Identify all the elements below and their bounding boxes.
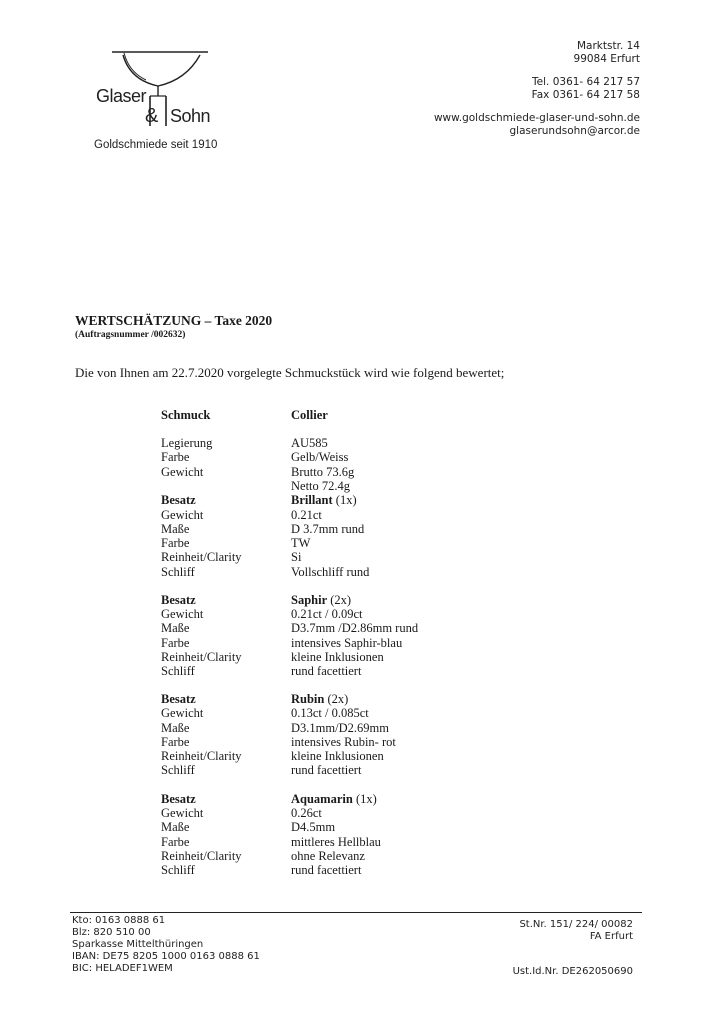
logo-wordmark-sohn: Sohn xyxy=(170,106,211,126)
stone-row-label: Reinheit/Clarity xyxy=(161,849,242,863)
stone-row-label: Maße xyxy=(161,820,190,834)
stone-row-label: Farbe xyxy=(161,835,190,849)
email-link[interactable]: glaserundsohn@arcor.de xyxy=(509,125,640,137)
bank-name: Sparkasse Mittelthüringen xyxy=(72,939,204,950)
item-row-value: Brutto 73.6g xyxy=(291,465,355,479)
stone-name: Brillant xyxy=(291,493,333,507)
item-header-value: Collier xyxy=(291,408,328,422)
logo-wordmark-glaser: Glaser xyxy=(96,86,147,106)
order-number: (Auftragsnummer /002632) xyxy=(75,330,186,340)
stone-name: Saphir xyxy=(291,593,328,607)
street: Marktstr. 14 xyxy=(577,40,640,52)
phone-block xyxy=(532,76,640,102)
footer-divider xyxy=(70,912,642,913)
tax-number: St.Nr. 151/ 224/ 00082 xyxy=(519,919,633,930)
stone-row-label: Farbe xyxy=(161,636,190,650)
stone-row-label: Schliff xyxy=(161,565,195,579)
vat-id: Ust.Id.Nr. DE262050690 xyxy=(512,966,633,977)
city: 99084 Erfurt xyxy=(573,53,640,65)
document-title: WERTSCHÄTZUNG – Taxe 2020 xyxy=(75,313,273,328)
stone-row-label: Gewicht xyxy=(161,806,204,820)
stone-row-label: Gewicht xyxy=(161,706,204,720)
account-number: Kto: 0163 0888 61 xyxy=(72,915,166,926)
stone-row-value: ohne Relevanz xyxy=(291,849,365,863)
stone-row-value: D 3.7mm rund xyxy=(291,522,365,536)
item-row-label: Farbe xyxy=(161,450,190,464)
stone-row-label: Farbe xyxy=(161,536,190,550)
stone-row-label: Schliff xyxy=(161,763,195,777)
stone-row-value: D4.5mm xyxy=(291,820,336,834)
stone-row-label: Gewicht xyxy=(161,508,204,522)
item-row-value: AU585 xyxy=(291,436,328,450)
stone-name: Rubin xyxy=(291,692,325,706)
intro-text: Die von Ihnen am 22.7.2020 vorgelegte Schmuckstück wird wie folgend bewertet; xyxy=(75,365,505,380)
stone-count: (2x) xyxy=(330,593,352,607)
stone-section-label: Besatz xyxy=(161,493,196,507)
stone-row-label: Schliff xyxy=(161,863,195,877)
item-row-label: Legierung xyxy=(161,436,213,450)
item-row-value: Netto 72.4g xyxy=(291,479,351,493)
address-block xyxy=(574,40,640,66)
stone-row-label: Schliff xyxy=(161,664,195,678)
stone-row-label: Gewicht xyxy=(161,607,204,621)
item-row-value: Gelb/Weiss xyxy=(291,450,349,464)
stone-row-value: 0.26ct xyxy=(291,806,322,820)
bic: BIC: HELADEF1WEM xyxy=(72,963,173,974)
stone-row-label: Maße xyxy=(161,522,190,536)
stone-name: Aquamarin xyxy=(291,792,353,806)
stone-header xyxy=(291,792,377,807)
stone-row-label: Farbe xyxy=(161,735,190,749)
stone-count: (1x) xyxy=(355,792,377,806)
stone-row-value: rund facettiert xyxy=(291,664,362,678)
stone-row-value: Vollschliff rund xyxy=(291,565,370,579)
stone-row-value: 0.21ct / 0.09ct xyxy=(291,607,363,621)
stone-section-label: Besatz xyxy=(161,692,196,706)
stone-header xyxy=(291,692,348,707)
stone-row-value: Si xyxy=(291,550,302,564)
bank-details xyxy=(72,915,260,975)
stone-row-value: 0.13ct / 0.085ct xyxy=(291,706,369,720)
stone-header xyxy=(291,593,351,608)
stone-row-value: 0.21ct xyxy=(291,508,322,522)
stone-row-value: D3.7mm /D2.86mm rund xyxy=(291,621,419,635)
item-header-label: Schmuck xyxy=(161,408,211,422)
item-row-label: Gewicht xyxy=(161,465,204,479)
stone-row-value: intensives Rubin- rot xyxy=(291,735,396,749)
stone-row-value: rund facettiert xyxy=(291,863,362,877)
stone-row-value: kleine Inklusionen xyxy=(291,650,384,664)
stone-row-label: Reinheit/Clarity xyxy=(161,650,242,664)
website-link[interactable]: www.goldschmiede-glaser-und-sohn.de xyxy=(433,112,640,124)
stone-row-value: TW xyxy=(291,536,311,550)
stone-row-label: Reinheit/Clarity xyxy=(161,550,242,564)
stone-count: (2x) xyxy=(327,692,349,706)
stone-section-label: Besatz xyxy=(161,593,196,607)
stone-row-value: intensives Saphir-blau xyxy=(291,636,403,650)
iban: IBAN: DE75 8205 1000 0163 0888 61 xyxy=(72,951,260,962)
fax: Fax 0361- 64 217 58 xyxy=(531,89,640,101)
stone-row-value: D3.1mm/D2.69mm xyxy=(291,721,389,735)
phone: Tel. 0361- 64 217 57 xyxy=(532,76,640,88)
tagline: Goldschmiede seit 1910 xyxy=(94,139,218,151)
svg-text:&: & xyxy=(145,105,159,127)
stone-section-label: Besatz xyxy=(161,792,196,806)
web-block xyxy=(434,112,640,138)
stone-count: (1x) xyxy=(335,493,357,507)
tax-details xyxy=(519,919,633,943)
stone-row-label: Maße xyxy=(161,621,190,635)
tax-office: FA Erfurt xyxy=(589,931,633,942)
stone-row-label: Maße xyxy=(161,721,190,735)
stone-row-label: Reinheit/Clarity xyxy=(161,749,242,763)
bank-code: Blz: 820 510 00 xyxy=(72,927,151,938)
stone-header xyxy=(291,493,357,508)
stone-row-value: mittleres Hellblau xyxy=(291,835,381,849)
stone-row-value: kleine Inklusionen xyxy=(291,749,384,763)
stone-row-value: rund facettiert xyxy=(291,763,362,777)
